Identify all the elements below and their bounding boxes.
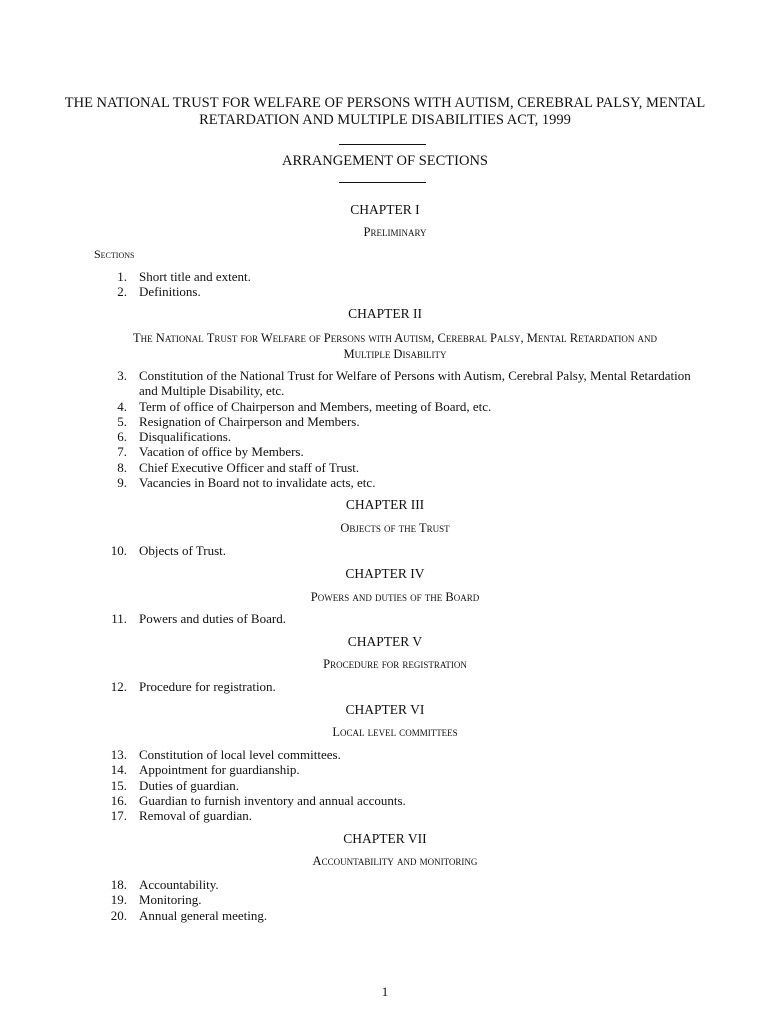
title-divider-top — [339, 144, 426, 145]
section-title: Vacancies in Board not to invalidate acts, etc. — [139, 475, 376, 491]
section-item — [100, 429, 700, 444]
act-title: THE NATIONAL TRUST FOR WELFARE OF PERSONS WITH AUTISM, CEREBRAL PALSY, MENTAL RETARDATION AND MULTIPLE DISABILITIES ACT, 1999 — [64, 95, 706, 128]
section-number: 7. — [117, 444, 127, 460]
arrangement-heading: ARRANGEMENT OF SECTIONS — [282, 153, 488, 169]
section-number: 14. — [110, 762, 127, 778]
section-title: Removal of guardian. — [139, 808, 252, 824]
section-title: Monitoring. — [139, 892, 202, 908]
chapter-heading: CHAPTER VII — [343, 831, 427, 846]
chapter-name: Procedure for registration — [323, 657, 467, 671]
section-item — [100, 444, 700, 459]
chapter-heading: CHAPTER I — [350, 202, 420, 217]
chapter-heading: CHAPTER II — [348, 306, 422, 321]
section-number: 6. — [117, 429, 127, 445]
section-title: Term of office of Chairperson and Members, meeting of Board, etc. — [139, 398, 492, 414]
section-item — [100, 877, 700, 892]
chapter-heading: CHAPTER V — [347, 634, 423, 649]
section-list — [100, 611, 700, 626]
section-number: 17. — [110, 808, 127, 824]
section-item — [100, 892, 700, 907]
section-title: Definitions. — [139, 284, 201, 300]
section-item — [100, 269, 700, 284]
section-title: Constitution of the National Trust for Welfare of Persons with Autism, Cerebral Palsy, Mental Retardation and Multiple Disability, etc. — [139, 368, 691, 399]
section-title: Annual general meeting. — [139, 907, 268, 923]
section-list — [100, 543, 700, 558]
section-number: 10. — [110, 543, 127, 558]
chapter-name: Powers and duties of the Board — [310, 590, 480, 604]
section-item — [100, 284, 700, 299]
section-number: 2. — [117, 284, 127, 300]
section-number: 20. — [110, 907, 127, 923]
section-title: Objects of Trust. — [139, 543, 227, 558]
section-item — [100, 762, 700, 777]
section-item — [100, 399, 700, 414]
section-number: 12. — [110, 679, 127, 694]
section-number: 11. — [111, 611, 127, 626]
title-divider-bottom — [339, 182, 426, 183]
section-title: Resignation of Chairperson and Members. — [139, 413, 360, 429]
section-list — [100, 269, 700, 300]
section-number: 8. — [117, 459, 127, 475]
section-number: 4. — [117, 398, 127, 414]
section-number: 19. — [110, 892, 127, 908]
section-title: Constitution of local level committees. — [139, 747, 341, 762]
section-item — [100, 679, 700, 694]
section-title: Accountability. — [139, 877, 219, 892]
section-item — [100, 543, 700, 558]
section-title: Appointment for guardianship. — [139, 762, 300, 778]
section-item — [100, 908, 700, 923]
section-number: 3. — [117, 368, 127, 383]
section-item — [100, 475, 700, 490]
chapter-name: Objects of the Trust — [340, 521, 450, 535]
section-list — [100, 877, 700, 923]
chapter-name: The National Trust for Welfare of Persons with Autism, Cerebral Palsy, Mental Retardation and Multiple Disability — [133, 331, 657, 361]
chapter-name: Local level committees — [332, 725, 458, 739]
section-title: Short title and extent. — [139, 269, 251, 284]
section-title: Duties of guardian. — [139, 777, 240, 793]
section-title: Chief Executive Officer and staff of Trust. — [139, 459, 360, 475]
section-list — [100, 368, 700, 490]
section-number: 13. — [110, 747, 127, 762]
section-list — [100, 679, 700, 694]
chapter-heading: CHAPTER III — [345, 497, 425, 512]
section-item — [100, 460, 700, 475]
section-item — [100, 611, 700, 626]
section-number: 1. — [117, 269, 127, 284]
section-title: Procedure for registration. — [139, 679, 276, 694]
section-item — [100, 808, 700, 823]
section-number: 18. — [110, 877, 127, 892]
sections-label: Sections — [94, 247, 135, 261]
section-number: 9. — [117, 475, 127, 491]
chapter-heading: CHAPTER IV — [345, 566, 425, 581]
section-title: Guardian to furnish inventory and annual accounts. — [139, 792, 406, 808]
section-number: 5. — [117, 413, 127, 429]
section-title: Powers and duties of Board. — [139, 611, 286, 626]
section-list — [100, 747, 700, 823]
section-item — [100, 778, 700, 793]
section-number: 16. — [110, 792, 127, 808]
section-number: 15. — [110, 777, 127, 793]
section-item — [100, 414, 700, 429]
page-number: 1 — [381, 984, 389, 999]
section-item — [100, 793, 700, 808]
section-item — [100, 368, 700, 399]
chapter-name: Preliminary — [363, 225, 427, 239]
section-title: Vacation of office by Members. — [139, 444, 304, 460]
section-title: Disqualifications. — [139, 429, 232, 445]
chapter-name: Accountability and monitoring — [312, 854, 478, 868]
section-item — [100, 747, 700, 762]
chapter-heading: CHAPTER VI — [345, 702, 425, 717]
